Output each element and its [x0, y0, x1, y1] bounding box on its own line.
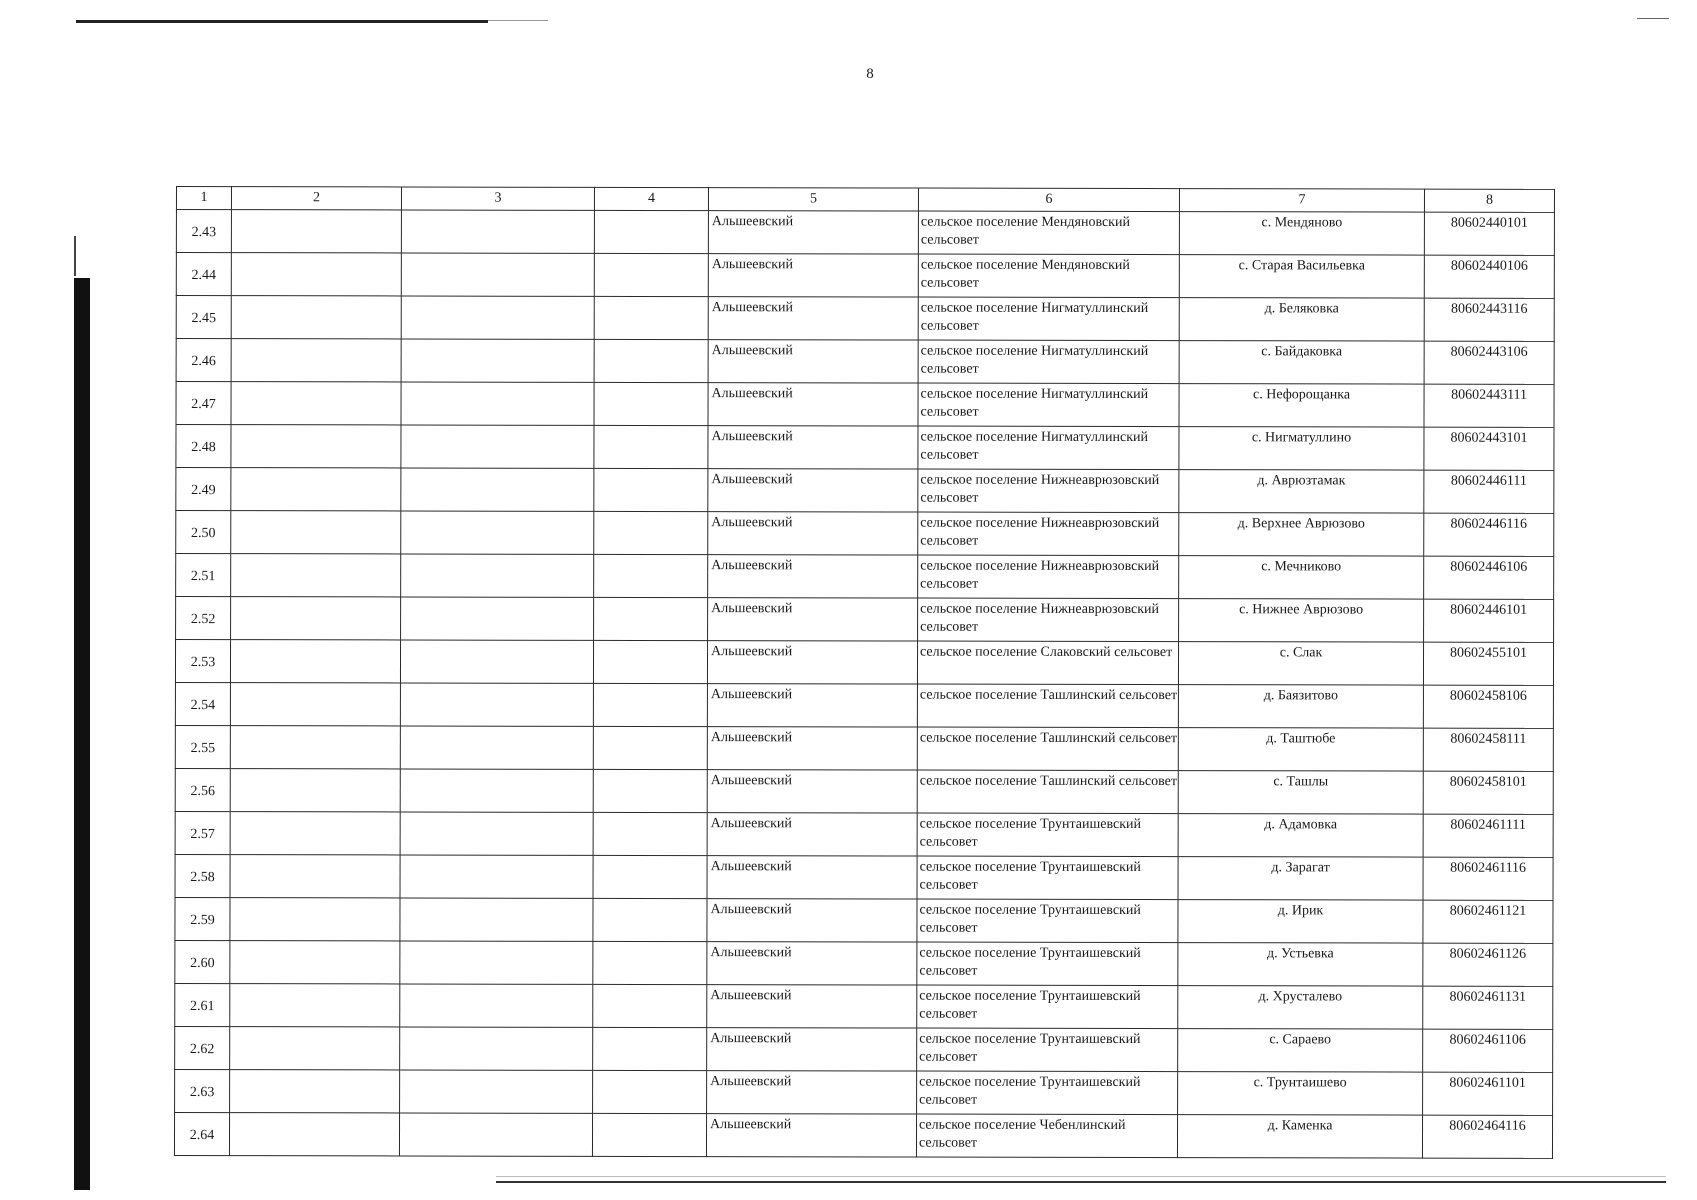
district-cell: Альшеевский [707, 727, 917, 770]
oktmo-code-cell: 80602446106 [1424, 556, 1554, 599]
column-4-cell [594, 339, 708, 382]
district-cell: Альшеевский [708, 469, 918, 512]
locality-cell: д. Аврюзтамак [1179, 470, 1424, 514]
settlement-cell: сельское поселение Нижнеаврюзовский сельсовет [918, 512, 1179, 556]
row-number-cell: 2.57 [175, 811, 230, 854]
row-number-cell: 2.55 [175, 725, 230, 768]
locality-cell: д. Зарагат [1178, 857, 1423, 901]
oktmo-code-cell: 80602443101 [1424, 427, 1554, 470]
row-number-cell: 2.52 [176, 597, 231, 640]
column-2-cell [231, 253, 401, 296]
district-cell: Альшеевский [708, 598, 918, 641]
locality-cell: с. Трунтаишево [1178, 1072, 1423, 1116]
district-cell: Альшеевский [707, 985, 917, 1028]
column-2-cell [230, 812, 400, 855]
column-2-cell [231, 210, 401, 253]
oktmo-code-cell: 80602458106 [1423, 685, 1553, 728]
header-cell-1: 1 [176, 187, 231, 210]
column-3-cell [400, 898, 593, 941]
table-row [175, 983, 1553, 1029]
settlement-cell: сельское поселение Нигматуллинский сельсовет [918, 383, 1179, 427]
settlement-cell: сельское поселение Трунтаишевский сельсовет [917, 813, 1178, 857]
table-row [175, 725, 1553, 771]
district-cell: Альшеевский [706, 1114, 916, 1157]
locality-cell: д. Хрусталево [1178, 986, 1423, 1030]
column-3-cell [401, 425, 594, 468]
column-3-cell [401, 253, 594, 296]
column-4-cell [594, 382, 708, 425]
column-3-cell [400, 1070, 593, 1113]
column-3-cell [400, 769, 593, 812]
scan-edge-line-bottom-faint [496, 1176, 1666, 1177]
column-3-cell [400, 941, 593, 984]
district-cell: Альшеевский [707, 899, 917, 942]
column-2-cell [230, 855, 400, 898]
column-2-cell [231, 554, 401, 597]
settlement-cell: сельское поселение Мендяновский сельсовет [918, 211, 1179, 255]
oktmo-code-cell: 80602458101 [1423, 771, 1553, 814]
locality-cell: с. Мечниково [1179, 556, 1424, 600]
column-2-cell [231, 511, 401, 554]
column-4-cell [593, 769, 707, 812]
oktmo-code-cell: 80602464116 [1422, 1115, 1552, 1158]
locality-cell: д. Таштюбе [1178, 728, 1423, 772]
column-2-cell [229, 1113, 399, 1156]
table-row [174, 1112, 1552, 1158]
column-3-cell [401, 468, 594, 511]
column-3-cell [401, 554, 594, 597]
column-3-cell [400, 726, 593, 769]
oktmo-code-cell: 80602461111 [1423, 814, 1553, 857]
locality-cell: д. Верхнее Аврюзово [1179, 513, 1424, 557]
oktmo-code-cell: 80602446116 [1424, 513, 1554, 556]
table-row [176, 511, 1554, 557]
district-cell: Альшеевский [708, 211, 918, 254]
column-3-cell [399, 1113, 592, 1156]
district-cell: Альшеевский [707, 856, 917, 899]
column-4-cell [593, 898, 707, 941]
locality-cell: с. Нижнее Аврюзово [1179, 599, 1424, 643]
oktmo-code-cell: 80602461131 [1423, 986, 1553, 1029]
settlement-cell: сельское поселение Нижнеаврюзовский сельсовет [918, 555, 1179, 599]
table-row [175, 940, 1553, 986]
oktmo-code-cell: 80602461106 [1423, 1029, 1553, 1072]
column-3-cell [401, 210, 594, 253]
settlement-cell: сельское поселение Слаковский сельсовет [917, 641, 1178, 685]
page-number: 8 [866, 66, 874, 82]
column-2-cell [230, 769, 400, 812]
settlement-cell: сельское поселение Трунтаишевский сельсовет [917, 1028, 1178, 1072]
column-2-cell [231, 597, 401, 640]
oktmo-code-cell: 80602455101 [1423, 642, 1553, 685]
column-4-cell [594, 511, 708, 554]
table-row [176, 597, 1554, 643]
column-3-cell [400, 1027, 593, 1070]
column-4-cell [593, 726, 707, 769]
column-3-cell [400, 683, 593, 726]
district-cell: Альшеевский [708, 512, 918, 555]
district-cell: Альшеевский [708, 297, 918, 340]
row-number-cell: 2.46 [176, 339, 231, 382]
row-number-cell: 2.49 [176, 468, 231, 511]
column-4-cell [594, 468, 708, 511]
locality-cell: д. Каменка [1177, 1115, 1422, 1159]
locality-cell: с. Нефорощанка [1179, 384, 1424, 428]
table-row [175, 640, 1553, 686]
table-row [175, 1069, 1553, 1115]
district-cell: Альшеевский [707, 684, 917, 727]
row-number-cell: 2.47 [176, 382, 231, 425]
settlement-cell: сельское поселение Трунтаишевский сельсовет [917, 985, 1178, 1029]
table-row [175, 768, 1553, 814]
locality-cell: с. Ташлы [1178, 771, 1423, 815]
table-row [176, 210, 1554, 256]
table-row [176, 468, 1554, 514]
locality-cell: с. Нигматуллино [1179, 427, 1424, 471]
row-number-cell: 2.50 [176, 511, 231, 554]
column-3-cell [401, 511, 594, 554]
table-row [176, 554, 1554, 600]
table-row [175, 1026, 1553, 1072]
oktmo-code-cell: 80602446101 [1424, 599, 1554, 642]
oktmo-code-cell: 80602458111 [1423, 728, 1553, 771]
locality-cell: с. Сараево [1178, 1029, 1423, 1073]
row-number-cell: 2.48 [176, 425, 231, 468]
header-cell-8: 8 [1424, 189, 1554, 212]
header-cell-4: 4 [594, 187, 708, 210]
table-body [174, 210, 1554, 1159]
column-2-cell [231, 468, 401, 511]
column-4-cell [593, 984, 707, 1027]
scan-edge-bar-left [74, 278, 90, 1190]
row-number-cell: 2.61 [175, 983, 230, 1026]
district-cell: Альшеевский [707, 1071, 917, 1114]
row-number-cell: 2.64 [174, 1112, 229, 1155]
table-row [176, 382, 1554, 428]
table-row [176, 253, 1554, 299]
locality-cell: с. Слак [1178, 642, 1423, 686]
table-row [175, 682, 1553, 728]
settlement-cell: сельское поселение Ташлинский сельсовет [917, 684, 1178, 728]
oktmo-code-cell: 80602443106 [1424, 341, 1554, 384]
district-cell: Альшеевский [707, 641, 917, 684]
row-number-cell: 2.44 [176, 253, 231, 296]
row-number-cell: 2.58 [175, 854, 230, 897]
column-4-cell [594, 296, 708, 339]
header-cell-5: 5 [708, 188, 918, 211]
table-header [176, 187, 1554, 213]
settlement-cell: сельское поселение Ташлинский сельсовет [917, 727, 1178, 771]
settlement-cell: сельское поселение Ташлинский сельсовет [917, 770, 1178, 814]
district-cell: Альшеевский [707, 942, 917, 985]
oktmo-code-cell: 80602443116 [1424, 298, 1554, 341]
localities-table [174, 186, 1555, 1159]
column-3-cell [400, 984, 593, 1027]
column-3-cell [401, 296, 594, 339]
column-2-cell [230, 683, 400, 726]
oktmo-code-cell: 80602440101 [1424, 212, 1554, 255]
settlement-cell: сельское поселение Трунтаишевский сельсовет [917, 942, 1178, 986]
locality-cell: д. Беляковка [1179, 298, 1424, 342]
column-3-cell [401, 382, 594, 425]
scan-edge-line-top-right [1637, 18, 1669, 19]
column-2-cell [230, 941, 400, 984]
locality-cell: с. Старая Васильевка [1179, 255, 1424, 299]
column-4-cell [593, 941, 707, 984]
header-cell-2: 2 [231, 187, 401, 210]
oktmo-code-cell: 80602446111 [1424, 470, 1554, 513]
district-cell: Альшеевский [707, 1028, 917, 1071]
column-3-cell [401, 597, 594, 640]
column-4-cell [594, 597, 708, 640]
scan-edge-line-bottom [496, 1181, 1666, 1183]
column-3-cell [400, 812, 593, 855]
scan-edge-mark-left [74, 236, 76, 276]
column-4-cell [592, 1113, 706, 1156]
row-number-cell: 2.51 [176, 554, 231, 597]
column-4-cell [594, 210, 708, 253]
row-number-cell: 2.63 [175, 1069, 230, 1112]
column-2-cell [230, 984, 400, 1027]
column-2-cell [230, 726, 400, 769]
oktmo-code-cell: 80602461126 [1423, 943, 1553, 986]
locality-cell: с. Мендяново [1179, 212, 1424, 256]
header-row [176, 187, 1554, 213]
column-4-cell [593, 855, 707, 898]
column-2-cell [231, 425, 401, 468]
oktmo-code-cell: 80602443111 [1424, 384, 1554, 427]
column-3-cell [400, 855, 593, 898]
settlement-cell: сельское поселение Мендяновский сельсовет [918, 254, 1179, 298]
table-row [175, 811, 1553, 857]
header-cell-3: 3 [401, 187, 594, 210]
column-4-cell [593, 812, 707, 855]
row-number-cell: 2.62 [175, 1026, 230, 1069]
header-cell-7: 7 [1179, 189, 1424, 213]
district-cell: Альшеевский [708, 426, 918, 469]
column-2-cell [230, 1070, 400, 1113]
row-number-cell: 2.60 [175, 940, 230, 983]
oktmo-code-cell: 80602440106 [1424, 255, 1554, 298]
row-number-cell: 2.43 [176, 210, 231, 253]
column-2-cell [230, 640, 400, 683]
column-2-cell [231, 339, 401, 382]
table-row [176, 425, 1554, 471]
locality-cell: с. Байдаковка [1179, 341, 1424, 385]
table-row [176, 296, 1554, 342]
district-cell: Альшеевский [708, 340, 918, 383]
settlement-cell: сельское поселение Нигматуллинский сельсовет [918, 297, 1179, 341]
oktmo-code-cell: 80602461101 [1423, 1072, 1553, 1115]
locality-cell: д. Ирик [1178, 900, 1423, 944]
column-3-cell [400, 640, 593, 683]
locality-cell: д. Баязитово [1178, 685, 1423, 729]
column-2-cell [230, 898, 400, 941]
district-cell: Альшеевский [708, 555, 918, 598]
table-row [175, 854, 1553, 900]
locality-cell: д. Устьевка [1178, 943, 1423, 987]
district-cell: Альшеевский [707, 770, 917, 813]
oktmo-code-cell: 80602461116 [1423, 857, 1553, 900]
row-number-cell: 2.45 [176, 296, 231, 339]
column-2-cell [230, 1027, 400, 1070]
column-2-cell [231, 382, 401, 425]
settlement-cell: сельское поселение Нигматуллинский сельсовет [918, 340, 1179, 384]
column-4-cell [594, 425, 708, 468]
settlement-cell: сельское поселение Нижнеаврюзовский сельсовет [918, 598, 1179, 642]
district-cell: Альшеевский [708, 254, 918, 297]
scan-edge-line-top [76, 20, 488, 23]
column-4-cell [593, 1070, 707, 1113]
row-number-cell: 2.53 [175, 640, 230, 683]
district-cell: Альшеевский [707, 813, 917, 856]
settlement-cell: сельское поселение Трунтаишевский сельсовет [917, 856, 1178, 900]
locality-cell: д. Адамовка [1178, 814, 1423, 858]
table-row [176, 339, 1554, 385]
header-cell-6: 6 [918, 188, 1179, 212]
row-number-cell: 2.56 [175, 768, 230, 811]
column-4-cell [593, 683, 707, 726]
scan-edge-line-top-faint [488, 20, 548, 21]
settlement-cell: сельское поселение Трунтаишевский сельсовет [917, 1071, 1178, 1115]
settlement-cell: сельское поселение Чебенлинский сельсовет [916, 1114, 1177, 1158]
row-number-cell: 2.54 [175, 682, 230, 725]
table-row [175, 897, 1553, 943]
row-number-cell: 2.59 [175, 897, 230, 940]
column-4-cell [593, 1027, 707, 1070]
settlement-cell: сельское поселение Трунтаишевский сельсовет [917, 899, 1178, 943]
settlement-cell: сельское поселение Нижнеаврюзовский сельсовет [918, 469, 1179, 513]
column-4-cell [594, 554, 708, 597]
column-2-cell [231, 296, 401, 339]
settlement-cell: сельское поселение Нигматуллинский сельсовет [918, 426, 1179, 470]
oktmo-code-cell: 80602461121 [1423, 900, 1553, 943]
column-4-cell [593, 640, 707, 683]
district-cell: Альшеевский [708, 383, 918, 426]
column-4-cell [594, 253, 708, 296]
column-3-cell [401, 339, 594, 382]
